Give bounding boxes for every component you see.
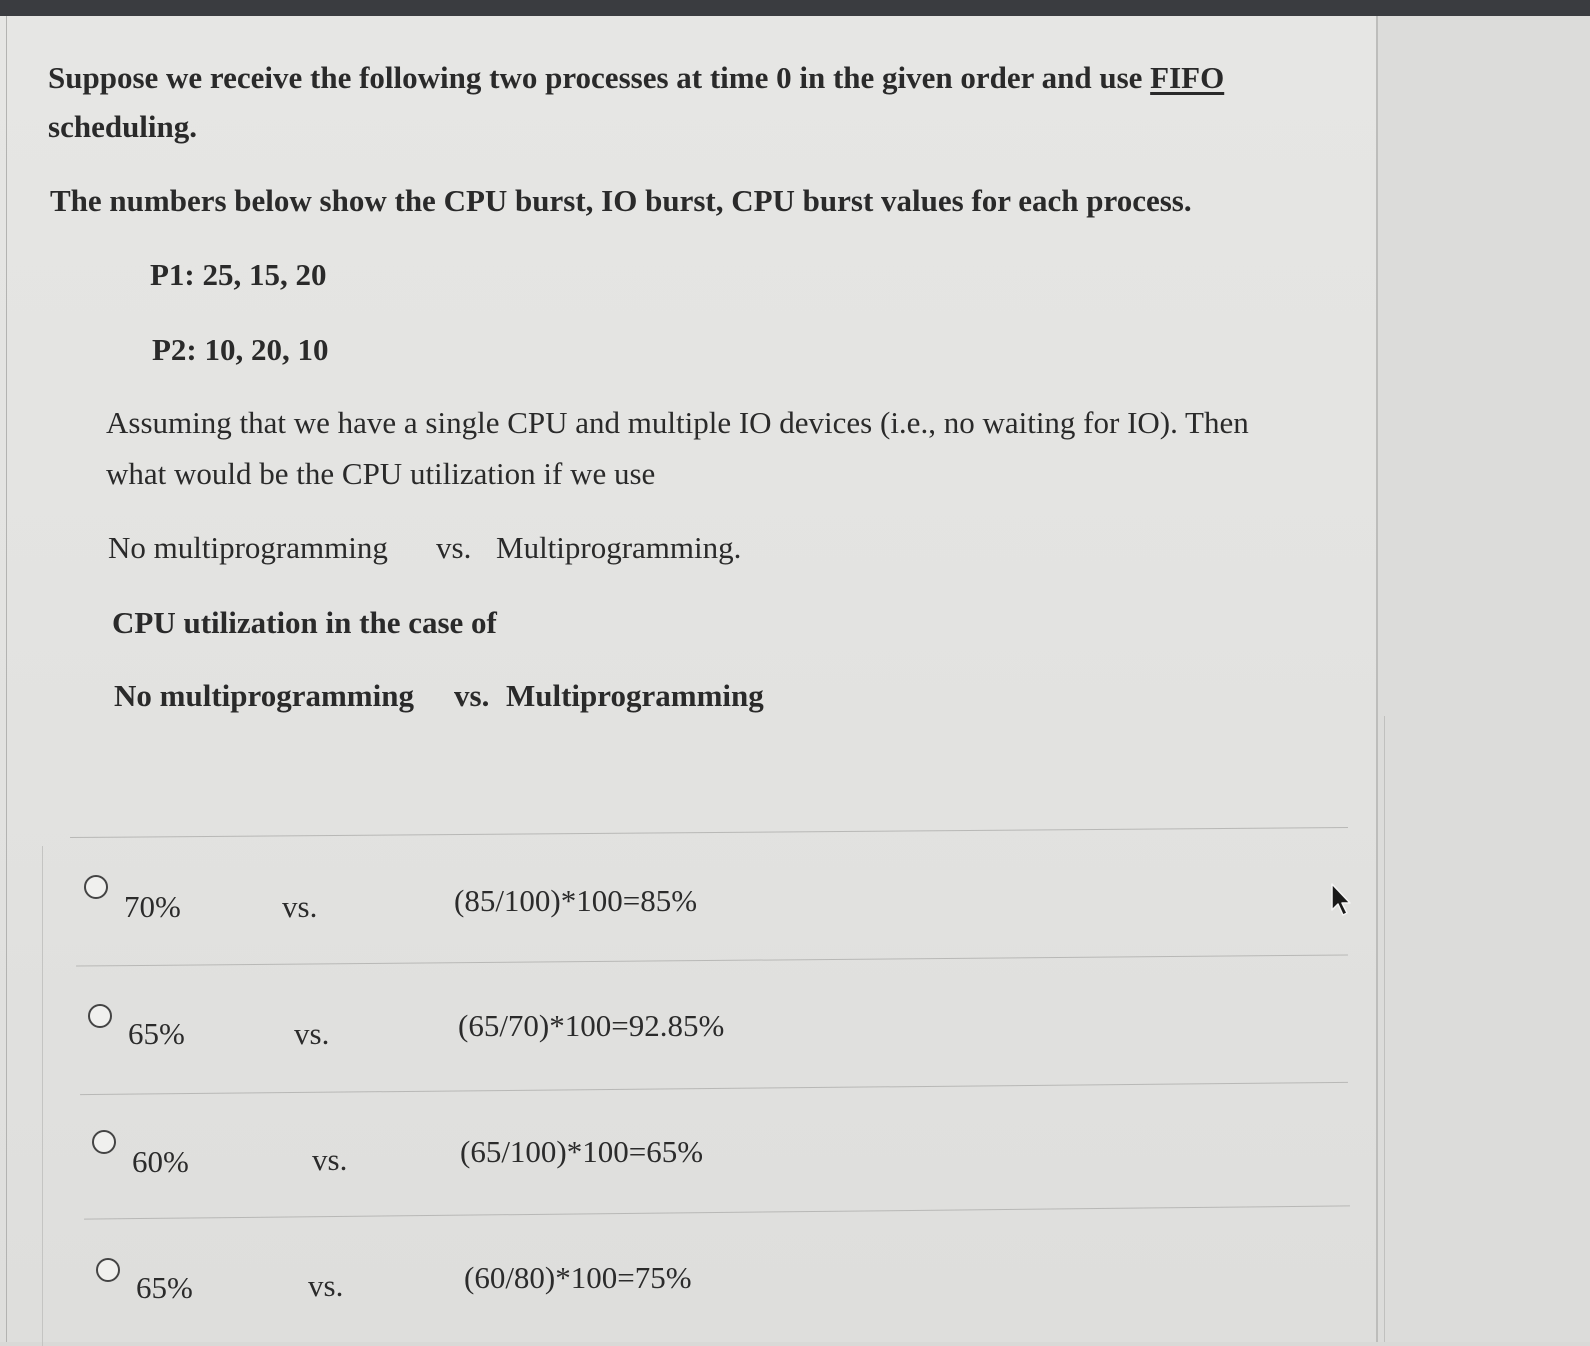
option-3-multiprogramming: (65/100)*100=65% <box>460 1134 704 1169</box>
option-4-multiprogramming: (60/80)*100=75% <box>464 1260 692 1295</box>
process-p2: P2: 10, 20, 10 <box>152 332 329 367</box>
left-border <box>6 16 7 1342</box>
option-2-multiprogramming: (65/70)*100=92.85% <box>458 1008 725 1043</box>
option-3-no-multiprogramming: 60% <box>132 1144 189 1179</box>
assumption-line-2: what would be the CPU utilization if we use <box>106 456 656 491</box>
compare-no-multiprogramming: No multiprogramming <box>108 530 388 565</box>
option-1-no-multiprogramming: 70% <box>124 889 181 924</box>
radio-button-unselected-icon[interactable] <box>84 875 108 899</box>
header-no-multiprogramming: No multiprogramming <box>114 678 414 713</box>
radio-button-unselected-icon[interactable] <box>88 1004 112 1028</box>
answer-option-3[interactable] <box>80 1114 1350 1214</box>
compare-vs: vs. <box>436 530 472 565</box>
fifo-term: FIFO <box>1150 60 1225 95</box>
option-2-no-multiprogramming: 65% <box>128 1016 185 1051</box>
header-multiprogramming: Multiprogramming <box>506 678 764 713</box>
option-divider-top <box>70 827 1348 838</box>
top-window-bar <box>0 0 1590 16</box>
option-4-no-multiprogramming: 65% <box>136 1270 193 1305</box>
card-edge <box>1384 716 1385 1342</box>
question-line-1-text: Suppose we receive the following two processes at time 0 in the given order and use <box>48 60 1151 95</box>
question-line-3: The numbers below show the CPU burst, IO burst, CPU burst values for each process. <box>50 183 1192 218</box>
assumption-line-1: Assuming that we have a single CPU and multiple IO devices (i.e., no waiting for IO). Then <box>106 405 1249 440</box>
process-p1: P1: 25, 15, 20 <box>150 257 327 292</box>
right-side-panel <box>1376 16 1590 1342</box>
options-left-border <box>42 846 43 1346</box>
question-line-2: scheduling. <box>48 109 198 144</box>
cpu-utilization-heading: CPU utilization in the case of <box>112 605 497 640</box>
radio-button-unselected-icon[interactable] <box>92 1130 116 1154</box>
option-1-vs: vs. <box>282 889 318 924</box>
answer-option-1[interactable] <box>80 861 1350 961</box>
option-1-multiprogramming: (85/100)*100=85% <box>454 883 698 918</box>
radio-button-unselected-icon[interactable] <box>96 1258 120 1282</box>
option-4-vs: vs. <box>308 1268 344 1303</box>
compare-multiprogramming: Multiprogramming. <box>496 530 742 565</box>
question-line-1 <box>48 60 1224 96</box>
answer-option-2[interactable] <box>80 988 1350 1088</box>
quiz-page <box>0 16 1590 1342</box>
option-2-vs: vs. <box>294 1016 330 1051</box>
mouse-pointer-icon <box>1330 882 1354 918</box>
header-vs: vs. <box>454 678 490 713</box>
option-3-vs: vs. <box>312 1142 348 1177</box>
answer-option-4[interactable] <box>80 1240 1350 1340</box>
